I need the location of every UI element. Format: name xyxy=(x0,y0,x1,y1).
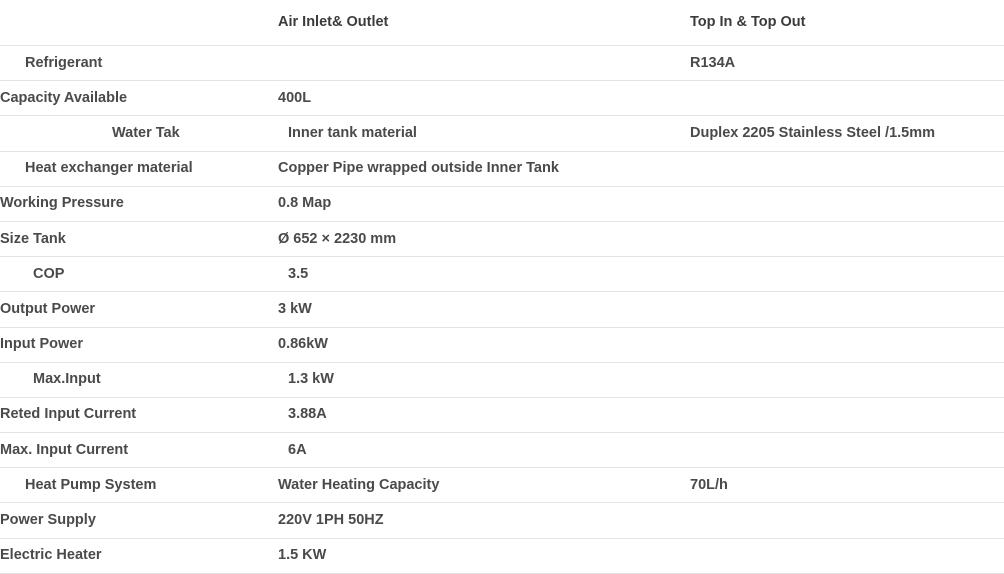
table-row xyxy=(0,221,1004,256)
table-row xyxy=(0,362,1004,397)
table-header-row xyxy=(0,0,1004,46)
row-value-air-inlet-outlet: 3 kW xyxy=(278,292,690,327)
row-value-air-inlet-outlet: 3.88A xyxy=(278,397,690,432)
row-value-top-in-top-out xyxy=(690,362,1004,397)
table-row xyxy=(0,186,1004,221)
column-header-parameter xyxy=(0,0,278,46)
row-value-air-inlet-outlet: Inner tank material xyxy=(278,116,690,151)
row-label: Input Power xyxy=(0,327,278,362)
row-value-air-inlet-outlet: 1.5 KW xyxy=(278,538,690,573)
row-value-air-inlet-outlet: 6A xyxy=(278,433,690,468)
row-label: Output Power xyxy=(0,292,278,327)
row-value-air-inlet-outlet: Water Heating Capacity xyxy=(278,468,690,503)
row-value-top-in-top-out xyxy=(690,257,1004,292)
row-value-air-inlet-outlet: 0.86kW xyxy=(278,327,690,362)
column-header-air-inlet-outlet: Air Inlet& Outlet xyxy=(278,0,690,46)
row-value-air-inlet-outlet: Ø 652 × 2230 mm xyxy=(278,221,690,256)
table-row xyxy=(0,257,1004,292)
row-label: Capacity Available xyxy=(0,81,278,116)
row-value-top-in-top-out xyxy=(690,81,1004,116)
table-row xyxy=(0,433,1004,468)
row-value-top-in-top-out xyxy=(690,433,1004,468)
row-value-air-inlet-outlet: 1.3 kW xyxy=(278,362,690,397)
table-row xyxy=(0,468,1004,503)
row-value-top-in-top-out xyxy=(690,292,1004,327)
column-header-top-in-top-out: Top In & Top Out xyxy=(690,0,1004,46)
row-value-air-inlet-outlet: 220V 1PH 50HZ xyxy=(278,503,690,538)
row-value-air-inlet-outlet: 0.8 Map xyxy=(278,186,690,221)
row-value-top-in-top-out xyxy=(690,327,1004,362)
row-value-air-inlet-outlet: 400L xyxy=(278,81,690,116)
row-label: Reted Input Current xyxy=(0,397,278,432)
table-row xyxy=(0,327,1004,362)
row-value-top-in-top-out xyxy=(690,397,1004,432)
row-label: Heat Pump System xyxy=(0,468,278,503)
row-label: COP xyxy=(0,257,278,292)
row-value-top-in-top-out xyxy=(690,221,1004,256)
row-value-top-in-top-out xyxy=(690,186,1004,221)
row-label: Water Tak xyxy=(0,116,278,151)
table-row xyxy=(0,397,1004,432)
row-label: Working Pressure xyxy=(0,186,278,221)
row-value-air-inlet-outlet xyxy=(278,46,690,81)
row-label: Power Supply xyxy=(0,503,278,538)
row-label: Refrigerant xyxy=(0,46,278,81)
row-label: Max. Input Current xyxy=(0,433,278,468)
table-row xyxy=(0,292,1004,327)
row-label: Size Tank xyxy=(0,221,278,256)
row-value-top-in-top-out: 70L/h xyxy=(690,468,1004,503)
row-value-top-in-top-out xyxy=(690,503,1004,538)
table-row xyxy=(0,46,1004,81)
row-label: Heat exchanger material xyxy=(0,151,278,186)
row-value-air-inlet-outlet: 3.5 xyxy=(278,257,690,292)
table-row xyxy=(0,151,1004,186)
table-row xyxy=(0,81,1004,116)
row-value-air-inlet-outlet: Copper Pipe wrapped outside Inner Tank xyxy=(278,151,690,186)
table-body xyxy=(0,46,1004,574)
table-row xyxy=(0,538,1004,573)
row-value-top-in-top-out xyxy=(690,151,1004,186)
table-row xyxy=(0,116,1004,151)
row-value-top-in-top-out: Duplex 2205 Stainless Steel /1.5mm xyxy=(690,116,1004,151)
row-label: Max.Input xyxy=(0,362,278,397)
row-label: Electric Heater xyxy=(0,538,278,573)
row-value-top-in-top-out: R134A xyxy=(690,46,1004,81)
table-row xyxy=(0,503,1004,538)
row-value-top-in-top-out xyxy=(690,538,1004,573)
table-header xyxy=(0,0,1004,46)
